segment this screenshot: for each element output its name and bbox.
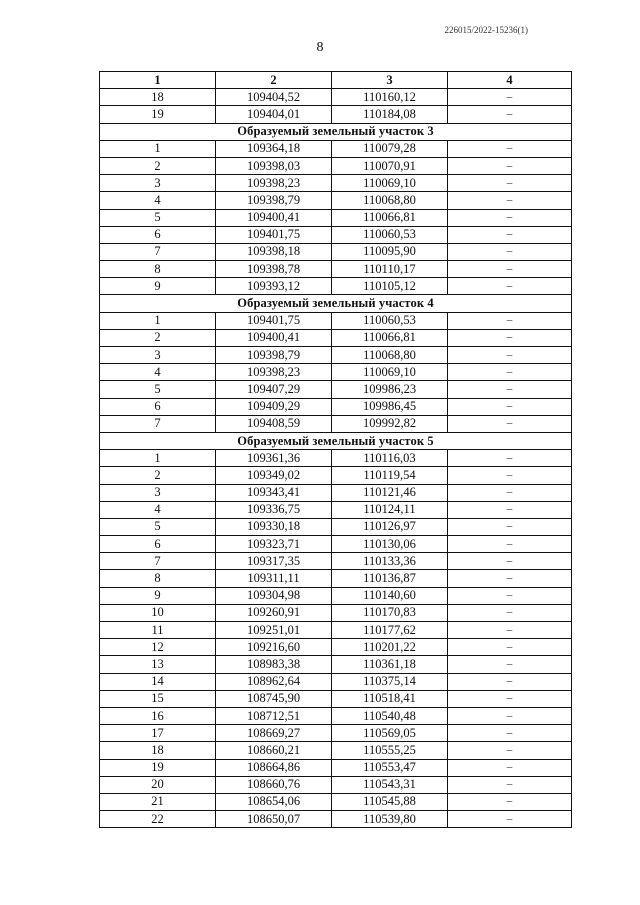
y-coordinate-cell: 110124,11 xyxy=(332,501,448,518)
y-coordinate-cell: 109986,23 xyxy=(332,381,448,398)
point-number-cell: 18 xyxy=(100,742,216,759)
table-row xyxy=(100,364,572,381)
x-coordinate-cell: 108650,07 xyxy=(216,811,332,828)
point-number-cell: 10 xyxy=(100,604,216,621)
table-row xyxy=(100,622,572,639)
x-coordinate-cell: 109404,01 xyxy=(216,106,332,123)
note-cell: – xyxy=(448,278,572,295)
y-coordinate-cell: 110553,47 xyxy=(332,759,448,776)
y-coordinate-cell: 110184,08 xyxy=(332,106,448,123)
table-row xyxy=(100,742,572,759)
note-cell: – xyxy=(448,106,572,123)
table-row xyxy=(100,192,572,209)
table-row xyxy=(100,604,572,621)
point-number-cell: 20 xyxy=(100,776,216,793)
y-coordinate-cell: 110079,28 xyxy=(332,140,448,157)
x-coordinate-cell: 109216,60 xyxy=(216,639,332,656)
point-number-cell: 15 xyxy=(100,690,216,707)
point-number-cell: 1 xyxy=(100,140,216,157)
note-cell: – xyxy=(448,707,572,724)
y-coordinate-cell: 110160,12 xyxy=(332,89,448,106)
table-row xyxy=(100,261,572,278)
note-cell: – xyxy=(448,553,572,570)
y-coordinate-cell: 109992,82 xyxy=(332,415,448,432)
note-cell: – xyxy=(448,587,572,604)
point-number-cell: 3 xyxy=(100,175,216,192)
table-row xyxy=(100,347,572,364)
table-row xyxy=(100,381,572,398)
x-coordinate-cell: 108962,64 xyxy=(216,673,332,690)
table-row xyxy=(100,501,572,518)
table-row xyxy=(100,209,572,226)
note-cell: – xyxy=(448,192,572,209)
note-cell: – xyxy=(448,157,572,174)
table-row xyxy=(100,759,572,776)
x-coordinate-cell: 109398,23 xyxy=(216,364,332,381)
x-coordinate-cell: 109400,41 xyxy=(216,209,332,226)
point-number-cell: 8 xyxy=(100,261,216,278)
table-row xyxy=(100,278,572,295)
x-coordinate-cell: 109398,79 xyxy=(216,192,332,209)
note-cell: – xyxy=(448,140,572,157)
y-coordinate-cell: 110095,90 xyxy=(332,243,448,260)
note-cell: – xyxy=(448,347,572,364)
point-number-cell: 2 xyxy=(100,467,216,484)
note-cell: – xyxy=(448,725,572,742)
note-cell: – xyxy=(448,690,572,707)
table-row xyxy=(100,725,572,742)
table-row xyxy=(100,518,572,535)
y-coordinate-cell: 110060,53 xyxy=(332,312,448,329)
point-number-cell: 6 xyxy=(100,226,216,243)
note-cell: – xyxy=(448,450,572,467)
x-coordinate-cell: 109398,78 xyxy=(216,261,332,278)
section-title-row xyxy=(100,432,572,449)
table-row xyxy=(100,639,572,656)
table-row xyxy=(100,587,572,604)
y-coordinate-cell: 110068,80 xyxy=(332,347,448,364)
y-coordinate-cell: 110069,10 xyxy=(332,175,448,192)
x-coordinate-cell: 109398,23 xyxy=(216,175,332,192)
note-cell: – xyxy=(448,639,572,656)
note-cell: – xyxy=(448,175,572,192)
y-coordinate-cell: 110375,14 xyxy=(332,673,448,690)
x-coordinate-cell: 109404,52 xyxy=(216,89,332,106)
x-coordinate-cell: 109398,03 xyxy=(216,157,332,174)
point-number-cell: 17 xyxy=(100,725,216,742)
y-coordinate-cell: 110110,17 xyxy=(332,261,448,278)
y-coordinate-cell: 110126,97 xyxy=(332,518,448,535)
note-cell: – xyxy=(448,570,572,587)
section-title-row xyxy=(100,123,572,140)
y-coordinate-cell: 110068,80 xyxy=(332,192,448,209)
note-cell: – xyxy=(448,759,572,776)
point-number-cell: 2 xyxy=(100,329,216,346)
note-cell: – xyxy=(448,209,572,226)
note-cell: – xyxy=(448,364,572,381)
y-coordinate-cell: 110518,41 xyxy=(332,690,448,707)
y-coordinate-cell: 110201,22 xyxy=(332,639,448,656)
point-number-cell: 3 xyxy=(100,484,216,501)
coordinates-table xyxy=(99,71,572,828)
note-cell: – xyxy=(448,536,572,553)
x-coordinate-cell: 109349,02 xyxy=(216,467,332,484)
note-cell: – xyxy=(448,656,572,673)
note-cell: – xyxy=(448,89,572,106)
table-row xyxy=(100,157,572,174)
note-cell: – xyxy=(448,518,572,535)
column-header: 4 xyxy=(448,72,572,89)
y-coordinate-cell: 110121,46 xyxy=(332,484,448,501)
point-number-cell: 5 xyxy=(100,518,216,535)
note-cell: – xyxy=(448,604,572,621)
x-coordinate-cell: 109398,18 xyxy=(216,243,332,260)
page-number: 8 xyxy=(316,40,324,55)
note-cell: – xyxy=(448,243,572,260)
x-coordinate-cell: 109364,18 xyxy=(216,140,332,157)
point-number-cell: 12 xyxy=(100,639,216,656)
point-number-cell: 4 xyxy=(100,192,216,209)
x-coordinate-cell: 109401,75 xyxy=(216,312,332,329)
y-coordinate-cell: 110545,88 xyxy=(332,793,448,810)
note-cell: – xyxy=(448,793,572,810)
document-number: 226015/2022-15236(1) xyxy=(444,25,528,35)
note-cell: – xyxy=(448,415,572,432)
table-row xyxy=(100,811,572,828)
note-cell: – xyxy=(448,501,572,518)
x-coordinate-cell: 109400,41 xyxy=(216,329,332,346)
point-number-cell: 22 xyxy=(100,811,216,828)
point-number-cell: 9 xyxy=(100,278,216,295)
table-row xyxy=(100,226,572,243)
point-number-cell: 9 xyxy=(100,587,216,604)
point-number-cell: 19 xyxy=(100,106,216,123)
table-row xyxy=(100,467,572,484)
section-title-row xyxy=(100,295,572,312)
y-coordinate-cell: 110130,06 xyxy=(332,536,448,553)
table-row xyxy=(100,450,572,467)
note-cell: – xyxy=(448,742,572,759)
point-number-cell: 2 xyxy=(100,157,216,174)
table-row xyxy=(100,140,572,157)
y-coordinate-cell: 110136,87 xyxy=(332,570,448,587)
x-coordinate-cell: 108654,06 xyxy=(216,793,332,810)
table-row xyxy=(100,793,572,810)
y-coordinate-cell: 110543,31 xyxy=(332,776,448,793)
table-row xyxy=(100,243,572,260)
point-number-cell: 4 xyxy=(100,364,216,381)
point-number-cell: 19 xyxy=(100,759,216,776)
point-number-cell: 3 xyxy=(100,347,216,364)
point-number-cell: 8 xyxy=(100,570,216,587)
y-coordinate-cell: 110133,36 xyxy=(332,553,448,570)
point-number-cell: 18 xyxy=(100,89,216,106)
y-coordinate-cell: 110177,62 xyxy=(332,622,448,639)
y-coordinate-cell: 110569,05 xyxy=(332,725,448,742)
y-coordinate-cell: 109986,45 xyxy=(332,398,448,415)
y-coordinate-cell: 110060,53 xyxy=(332,226,448,243)
x-coordinate-cell: 108745,90 xyxy=(216,690,332,707)
point-number-cell: 14 xyxy=(100,673,216,690)
section-title: Образуемый земельный участок 3 xyxy=(100,123,572,140)
table-row xyxy=(100,175,572,192)
note-cell: – xyxy=(448,226,572,243)
y-coordinate-cell: 110069,10 xyxy=(332,364,448,381)
table-row xyxy=(100,690,572,707)
note-cell: – xyxy=(448,261,572,278)
table-row xyxy=(100,536,572,553)
y-coordinate-cell: 110066,81 xyxy=(332,329,448,346)
y-coordinate-cell: 110066,81 xyxy=(332,209,448,226)
point-number-cell: 13 xyxy=(100,656,216,673)
point-number-cell: 6 xyxy=(100,536,216,553)
y-coordinate-cell: 110540,48 xyxy=(332,707,448,724)
y-coordinate-cell: 110361,18 xyxy=(332,656,448,673)
x-coordinate-cell: 109393,12 xyxy=(216,278,332,295)
y-coordinate-cell: 110119,54 xyxy=(332,467,448,484)
y-coordinate-cell: 110105,12 xyxy=(332,278,448,295)
x-coordinate-cell: 108660,76 xyxy=(216,776,332,793)
x-coordinate-cell: 109330,18 xyxy=(216,518,332,535)
note-cell: – xyxy=(448,622,572,639)
note-cell: – xyxy=(448,484,572,501)
x-coordinate-cell: 109323,71 xyxy=(216,536,332,553)
y-coordinate-cell: 110070,91 xyxy=(332,157,448,174)
note-cell: – xyxy=(448,329,572,346)
table-row xyxy=(100,656,572,673)
table-body xyxy=(100,89,572,828)
point-number-cell: 11 xyxy=(100,622,216,639)
column-header: 3 xyxy=(332,72,448,89)
x-coordinate-cell: 109343,41 xyxy=(216,484,332,501)
x-coordinate-cell: 109260,91 xyxy=(216,604,332,621)
x-coordinate-cell: 109317,35 xyxy=(216,553,332,570)
point-number-cell: 5 xyxy=(100,209,216,226)
x-coordinate-cell: 109409,29 xyxy=(216,398,332,415)
column-header: 2 xyxy=(216,72,332,89)
x-coordinate-cell: 109304,98 xyxy=(216,587,332,604)
x-coordinate-cell: 108660,21 xyxy=(216,742,332,759)
y-coordinate-cell: 110116,03 xyxy=(332,450,448,467)
table-row xyxy=(100,776,572,793)
table-row xyxy=(100,329,572,346)
section-title: Образуемый земельный участок 4 xyxy=(100,295,572,312)
column-header: 1 xyxy=(100,72,216,89)
x-coordinate-cell: 109311,11 xyxy=(216,570,332,587)
note-cell: – xyxy=(448,811,572,828)
point-number-cell: 21 xyxy=(100,793,216,810)
point-number-cell: 1 xyxy=(100,450,216,467)
x-coordinate-cell: 109251,01 xyxy=(216,622,332,639)
table-row xyxy=(100,553,572,570)
table-row xyxy=(100,89,572,106)
x-coordinate-cell: 108664,86 xyxy=(216,759,332,776)
x-coordinate-cell: 109336,75 xyxy=(216,501,332,518)
x-coordinate-cell: 109401,75 xyxy=(216,226,332,243)
point-number-cell: 7 xyxy=(100,243,216,260)
table-row xyxy=(100,312,572,329)
note-cell: – xyxy=(448,312,572,329)
x-coordinate-cell: 108712,51 xyxy=(216,707,332,724)
note-cell: – xyxy=(448,467,572,484)
point-number-cell: 7 xyxy=(100,415,216,432)
x-coordinate-cell: 108983,38 xyxy=(216,656,332,673)
table-row xyxy=(100,415,572,432)
y-coordinate-cell: 110170,83 xyxy=(332,604,448,621)
table-row xyxy=(100,398,572,415)
point-number-cell: 7 xyxy=(100,553,216,570)
point-number-cell: 16 xyxy=(100,707,216,724)
table-header-row xyxy=(100,72,572,89)
note-cell: – xyxy=(448,398,572,415)
x-coordinate-cell: 108669,27 xyxy=(216,725,332,742)
y-coordinate-cell: 110539,80 xyxy=(332,811,448,828)
y-coordinate-cell: 110140,60 xyxy=(332,587,448,604)
point-number-cell: 1 xyxy=(100,312,216,329)
x-coordinate-cell: 109407,29 xyxy=(216,381,332,398)
point-number-cell: 5 xyxy=(100,381,216,398)
table-row xyxy=(100,484,572,501)
x-coordinate-cell: 109361,36 xyxy=(216,450,332,467)
section-title: Образуемый земельный участок 5 xyxy=(100,432,572,449)
point-number-cell: 6 xyxy=(100,398,216,415)
note-cell: – xyxy=(448,776,572,793)
point-number-cell: 4 xyxy=(100,501,216,518)
note-cell: – xyxy=(448,381,572,398)
table-row xyxy=(100,673,572,690)
table-row xyxy=(100,106,572,123)
table-row xyxy=(100,570,572,587)
note-cell: – xyxy=(448,673,572,690)
y-coordinate-cell: 110555,25 xyxy=(332,742,448,759)
table-row xyxy=(100,707,572,724)
x-coordinate-cell: 109408,59 xyxy=(216,415,332,432)
x-coordinate-cell: 109398,79 xyxy=(216,347,332,364)
